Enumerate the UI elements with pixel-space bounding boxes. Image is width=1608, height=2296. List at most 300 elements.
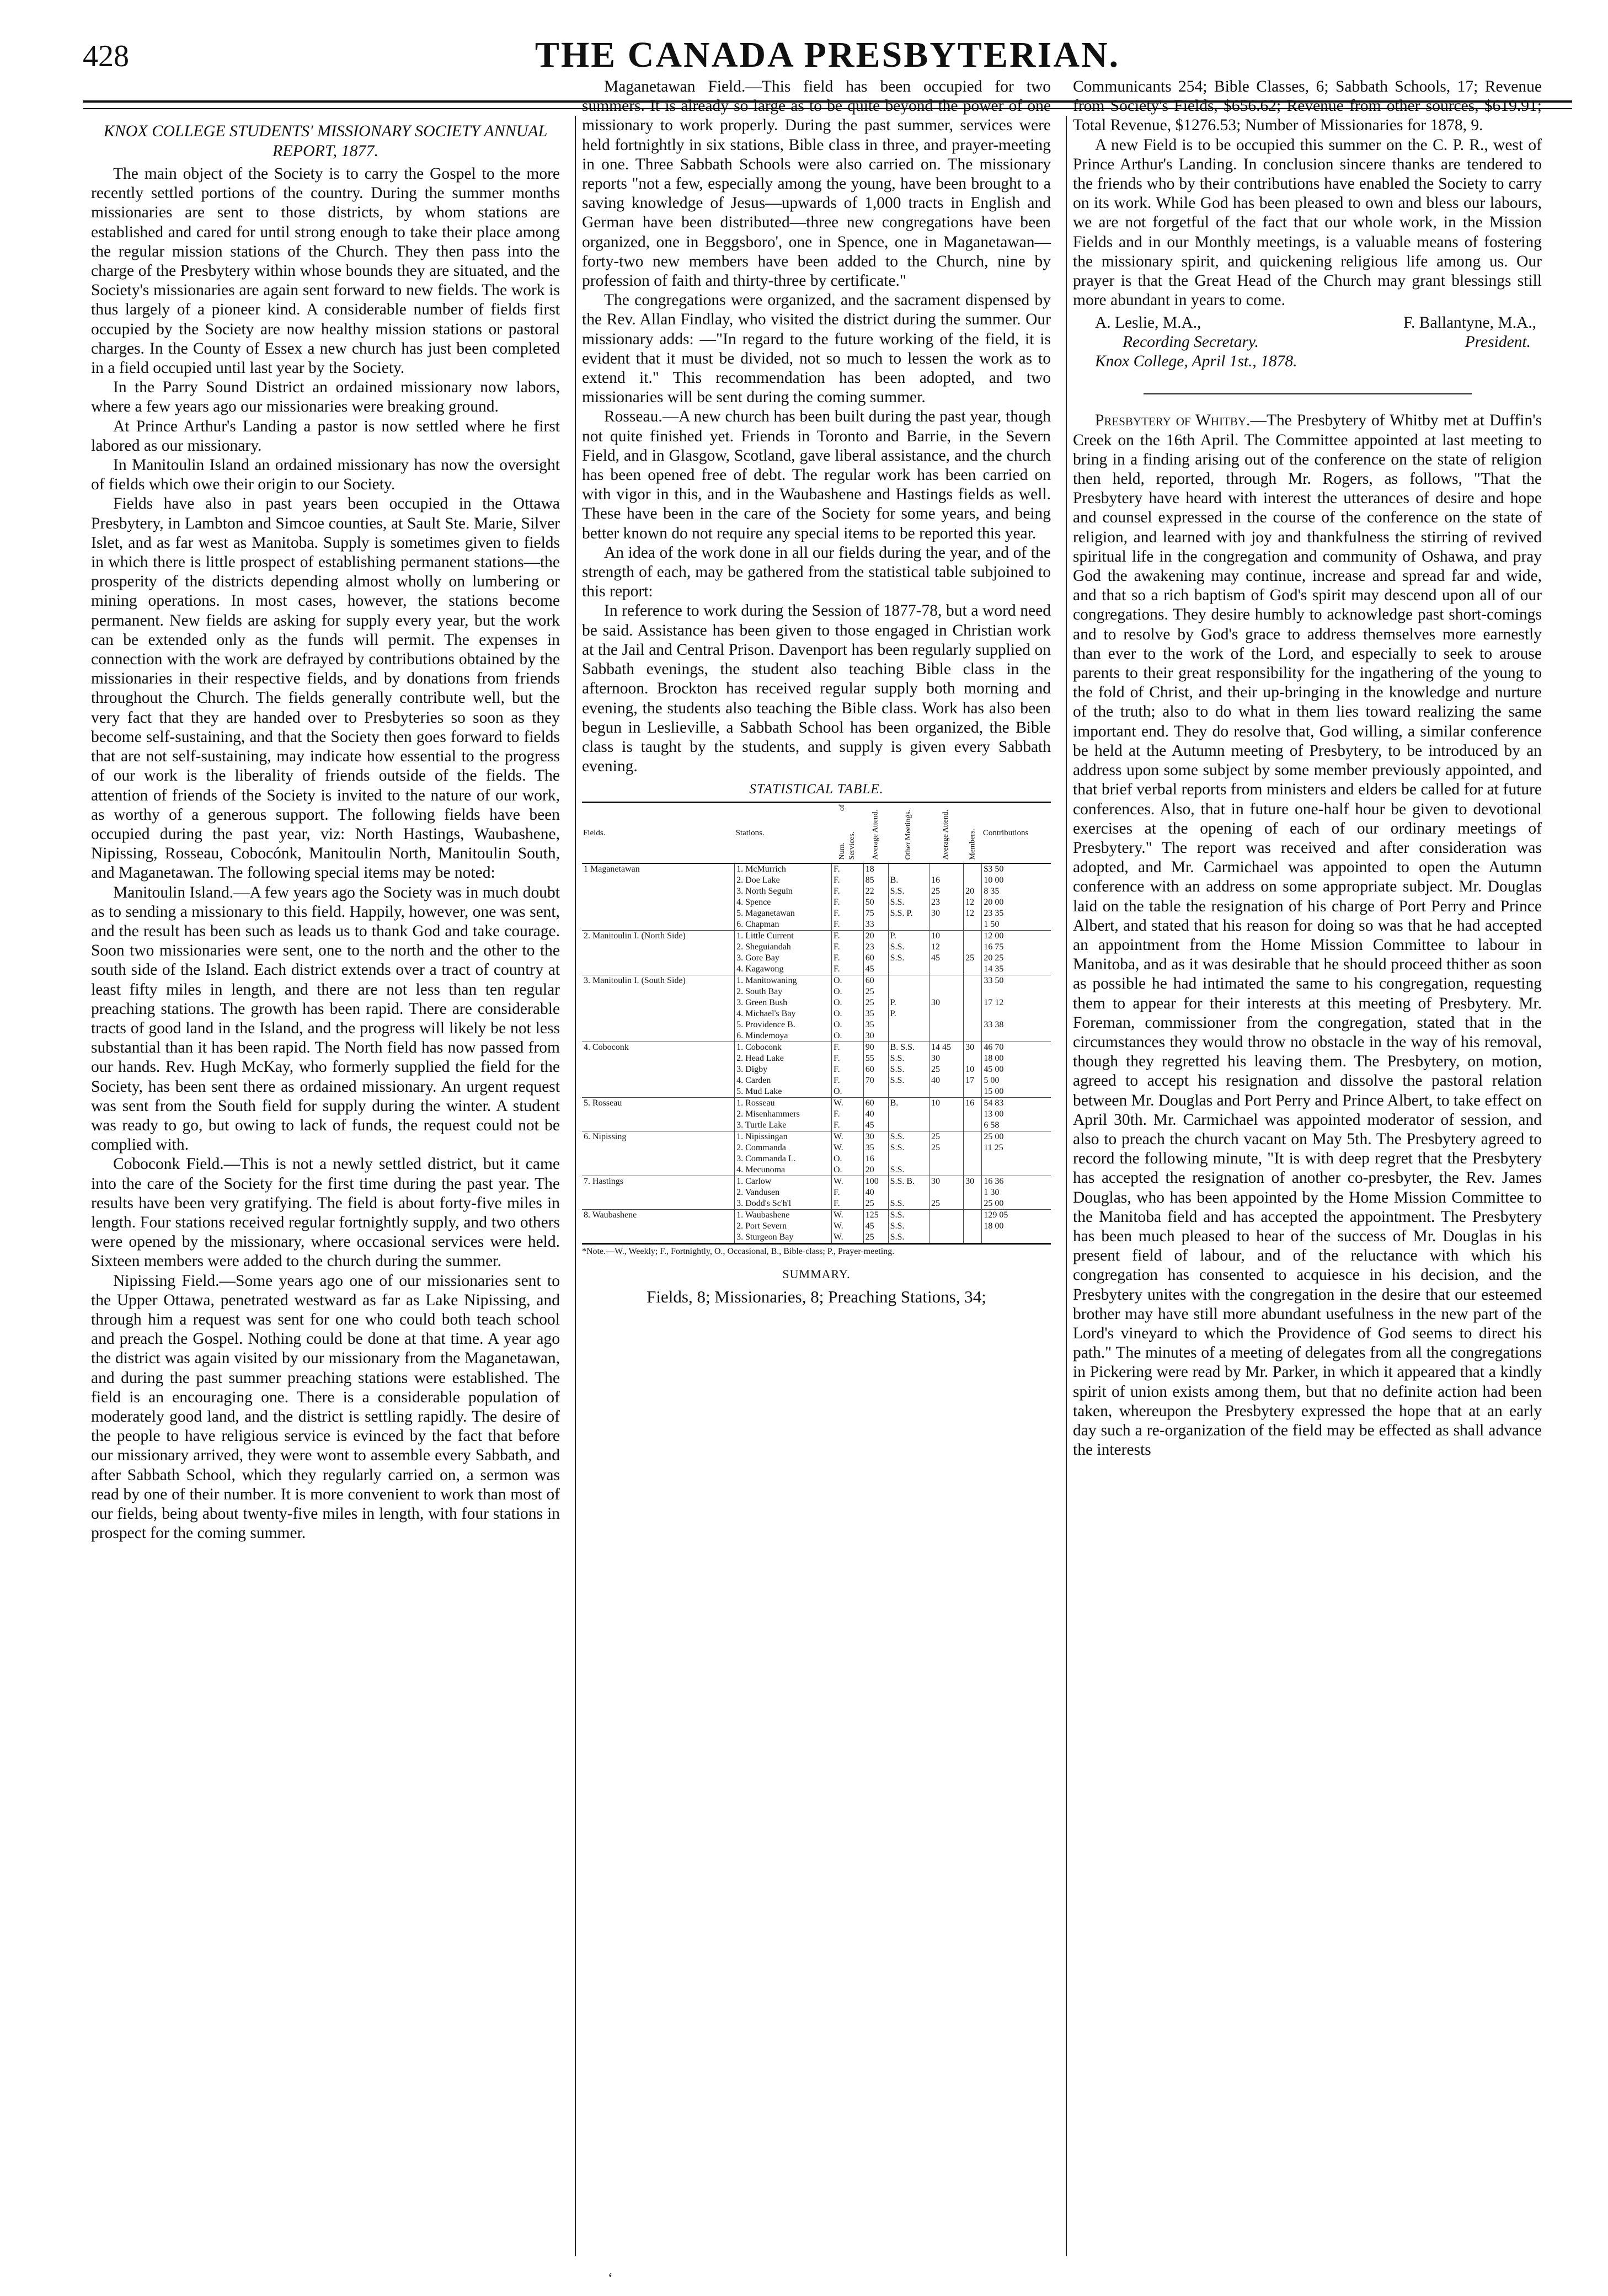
table-cell: 4. Spence	[735, 897, 832, 908]
table-cell: 2. Commanda	[735, 1142, 832, 1154]
table-cell	[929, 964, 963, 975]
table-row	[582, 975, 1051, 986]
table-cell	[582, 1187, 735, 1198]
table-cell: S.S.	[888, 1064, 929, 1075]
table-cell: W.	[831, 1097, 863, 1109]
table-cell	[964, 1131, 982, 1142]
table-cell: F.	[831, 908, 863, 919]
table-cell	[964, 919, 982, 931]
table-cell: 125	[863, 1209, 888, 1221]
table-cell: 25	[863, 986, 888, 997]
table-cell	[582, 1086, 735, 1098]
page-mark: ‘	[608, 2270, 613, 2286]
table-cell: F.	[831, 1042, 863, 1053]
table-cell: S.S.	[888, 1142, 929, 1154]
table-header: Fields.	[582, 802, 735, 863]
table-cell	[964, 1209, 982, 1221]
table-cell	[929, 1232, 963, 1244]
table-row	[582, 897, 1051, 908]
table-cell: 2. Port Severn	[735, 1221, 832, 1232]
table-cell: 1. Coboconk	[735, 1042, 832, 1053]
article-continuation: Communicants 254; Bible Classes, 6; Sabbath Schools, 17; Revenue from Society's Fields, $656.62; Revenue from other sources, $619.91; Total Revenue, $1276.53; Number of Missionaries for 1878, 9.	[1073, 78, 1542, 135]
table-cell: P.	[888, 997, 929, 1008]
table-cell	[964, 1053, 982, 1064]
table-cell: 75	[863, 908, 888, 919]
table-cell	[929, 1221, 963, 1232]
table-row	[582, 1030, 1051, 1042]
table-cell	[929, 1187, 963, 1198]
table-row	[582, 1142, 1051, 1154]
table-cell	[888, 1120, 929, 1131]
article-paragraph: The congregations were organized, and the sacrament dispensed by the Rev. Allan Findlay, who visited the district during the summer. Our missionary adds: —"In regard to the future working of the field, it is evident that it must be divided, not so much to lessen the work as to extend it." This recommendation has been adopted, and two missionaries will be sent during the coming summer.	[582, 291, 1051, 407]
table-cell: 45	[863, 1120, 888, 1131]
table-cell: F.	[831, 1120, 863, 1131]
table-cell: S.S.	[888, 1131, 929, 1142]
table-cell: 4. Kagawong	[735, 964, 832, 975]
table-cell	[964, 875, 982, 886]
signature-block	[1073, 313, 1542, 371]
table-cell: 2. Sheguiandah	[735, 942, 832, 953]
table-header: Num. of Services.	[831, 802, 863, 863]
table-row	[582, 1086, 1051, 1098]
table-cell: 6. Mindemoya	[735, 1030, 832, 1042]
article-paragraph: In reference to work during the Session of 1877-78, but a word need be said. Assistance has been given to those engaged in Christian work at the Jail and Central Prison. Davenport has been regularly supplied on Sabbath evenings, the student also teaching Bible class in the afternoon. Brockton has received regular supply both morning and evening, the students also teaching the Bible class. Work has also been begun in Leslieville, a Sabbath School has been organized, the Bible class is taught by the students, and supply is given every Sabbath evening.	[582, 602, 1051, 776]
table-row	[582, 953, 1051, 964]
table-cell: 4. Coboconk	[582, 1042, 735, 1053]
table-cell: F.	[831, 886, 863, 897]
table-cell	[582, 1053, 735, 1064]
table-cell: S.S.	[888, 1221, 929, 1232]
table-cell: 16	[929, 875, 963, 886]
table-cell	[929, 986, 963, 997]
signer-left-role: Recording Secretary.	[1123, 333, 1259, 351]
table-cell: 18	[863, 863, 888, 875]
table-cell: 11 25	[982, 1142, 1051, 1154]
table-row	[582, 1209, 1051, 1221]
table-cell: F.	[831, 1109, 863, 1120]
table-cell: S.S.	[888, 897, 929, 908]
table-cell: 1. Little Current	[735, 930, 832, 942]
article-paragraph: At Prince Arthur's Landing a pastor is now settled where he first labored as our missionary.	[91, 417, 560, 455]
table-cell	[964, 1154, 982, 1165]
table-cell	[582, 1008, 735, 1019]
table-cell	[982, 986, 1051, 997]
table-row	[582, 942, 1051, 953]
table-header: Other Meetings.	[888, 802, 929, 863]
table-cell: 30	[929, 908, 963, 919]
table-row	[582, 875, 1051, 886]
table-cell	[964, 1109, 982, 1120]
table-cell: 4. Carden	[735, 1075, 832, 1086]
column-2	[582, 77, 1051, 1306]
table-cell	[888, 1030, 929, 1042]
table-cell: 100	[863, 1176, 888, 1187]
table-cell: 23	[929, 897, 963, 908]
table-cell	[582, 1075, 735, 1086]
table-cell: 45	[929, 953, 963, 964]
table-cell: 5. Maganetawan	[735, 908, 832, 919]
table-cell: 1. Manitowaning	[735, 975, 832, 986]
table-cell: F.	[831, 1053, 863, 1064]
signer-left: A. Leslie, M.A.,	[1095, 314, 1201, 332]
table-cell	[964, 930, 982, 942]
table-header: Average Attend.	[863, 802, 888, 863]
table-cell: F.	[831, 964, 863, 975]
table-cell: 30	[929, 1053, 963, 1064]
table-cell: W.	[831, 1232, 863, 1244]
table-cell: 3. Sturgeon Bay	[735, 1232, 832, 1244]
article-paragraph: In the Parry Sound District an ordained missionary now labors, where a few years ago our missionaries were breaking ground.	[91, 378, 560, 416]
table-cell: 1 Maganetawan	[582, 863, 735, 875]
table-cell: 33	[863, 919, 888, 931]
table-cell: O.	[831, 986, 863, 997]
table-cell: O.	[831, 975, 863, 986]
table-cell: 5. Rosseau	[582, 1097, 735, 1109]
table-cell: 12 00	[982, 930, 1051, 942]
table-cell	[964, 863, 982, 875]
table-row	[582, 908, 1051, 919]
section-rule	[1144, 393, 1472, 394]
table-cell	[982, 1154, 1051, 1165]
table-cell: 60	[863, 975, 888, 986]
table-cell: $3 50	[982, 863, 1051, 875]
article-paragraph: Coboconk Field.—This is not a newly settled district, but it came into the care of the Society for the first time during the past year. The results have been very gratifying. The field is about forty-five miles in length. Four stations received regular fortnightly supply, and two others were opened by the missionary, where occasional services were held. Sixteen members were added to the church during the summer.	[91, 1155, 560, 1270]
table-row	[582, 1075, 1051, 1086]
table-row	[582, 1232, 1051, 1244]
table-cell: 46 70	[982, 1042, 1051, 1053]
table-cell	[982, 1165, 1051, 1176]
table-cell	[863, 1086, 888, 1098]
column-3	[1073, 77, 1542, 1460]
table-cell: 22	[863, 886, 888, 897]
table-cell: O.	[831, 997, 863, 1008]
table-cell: F.	[831, 1198, 863, 1210]
table-cell	[929, 1030, 963, 1042]
table-row	[582, 1064, 1051, 1075]
table-cell: 23	[863, 942, 888, 953]
table-cell	[888, 863, 929, 875]
table-cell: F.	[831, 1064, 863, 1075]
table-cell: 15 00	[982, 1086, 1051, 1098]
table-cell: F.	[831, 863, 863, 875]
table-cell: 2. Misenhammers	[735, 1109, 832, 1120]
table-cell	[929, 975, 963, 986]
column-1	[91, 121, 560, 1543]
table-cell	[964, 1086, 982, 1098]
table-cell: B. S.S.	[888, 1042, 929, 1053]
table-cell: 3. Green Bush	[735, 997, 832, 1008]
table-cell: 25	[929, 886, 963, 897]
table-cell: 5. Mud Lake	[735, 1086, 832, 1098]
table-cell: O.	[831, 1030, 863, 1042]
table-cell: 3. Manitoulin I. (South Side)	[582, 975, 735, 986]
table-cell: 1. Nipissingan	[735, 1131, 832, 1142]
table-cell	[582, 1154, 735, 1165]
table-cell	[582, 1019, 735, 1030]
table-cell: 45	[863, 1221, 888, 1232]
table-cell	[582, 1165, 735, 1176]
table-cell: B.	[888, 875, 929, 886]
table-cell: F.	[831, 942, 863, 953]
table-cell	[929, 863, 963, 875]
table-cell: 1. Carlow	[735, 1176, 832, 1187]
table-cell: 12	[964, 908, 982, 919]
table-cell: 25 00	[982, 1131, 1051, 1142]
table-cell: S.S.	[888, 886, 929, 897]
table-cell: F.	[831, 875, 863, 886]
table-cell: W.	[831, 1209, 863, 1221]
article-paragraph: The main object of the Society is to carry the Gospel to the more recently settled portions of the country. During the summer months missionaries are sent to those districts, by whom stations are established and cared for until strong enough to take their place among the regular mission stations of the Church. They then pass into the charge of the Presbytery within whose bounds they are situated, and the Society's missionaries are again sent forward to new fields. The work is thus largely of a pioneer kind. A considerable number of fields first occupied by the Society are now healthy mission stations or pastoral charges. In the County of Essex a new church has just been completed in a field occupied until last year by the Society.	[91, 165, 560, 377]
table-cell: 1. McMurrich	[735, 863, 832, 875]
table-cell: 45 00	[982, 1064, 1051, 1075]
table-cell: 7. Hastings	[582, 1176, 735, 1187]
table-cell: 25	[929, 1142, 963, 1154]
table-cell: F.	[831, 897, 863, 908]
table-row	[582, 997, 1051, 1008]
table-row	[582, 964, 1051, 975]
article-paragraph: Manitoulin Island.—A few years ago the Society was in much doubt as to sending a missionary to this field. Happily, however, one was sent, and the result has been such as leads us to thank God and take courage. Soon two missionaries were sent, one to the north and the other to the south side of the Island. Each district extends over a tract of country at least fifty miles in length, and there are not less than ten regular preaching stations. The growth has been rapid. There are considerable tracts of good land in the Island, and the progress will likely be not less substantial than it has been rapid. The North field has now passed from our hands. Rev. Hugh McKay, who formerly supplied the field for the Society, has been sent there as ordained missionary. An urgent request was sent from the South field for supply during the winter. A student was ready to go, but owing to lack of funds, the request could not be complied with.	[91, 883, 560, 1154]
table-row	[582, 1120, 1051, 1131]
table-cell: 8 35	[982, 886, 1051, 897]
table-cell: 1. Waubashene	[735, 1209, 832, 1221]
article-paragraph: Fields have also in past years been occupied in the Ottawa Presbytery, in Lambton and Simcoe counties, at Sault Ste. Marie, Silver Islet, and as far west as Manitoba. Supply is sometimes given to fields in which there is little prospect of establishing permanent stations—the prosperity of the districts depending almost wholly on lumbering or mining operations. In most cases, however, the stations become permanent. New fields are asking for supply every year, but the work can be extended only as the funds will permit. The expenses in connection with the work are defrayed by contributions obtained by the missionaries in their respective fields, and by donations from friends throughout the Church. The fields generally contribute well, but the very fact that they are handed over to Presbyteries so soon as they become self-sustaining, and that the Society then goes forward to fields that are not self-sustaining, may indicate how essential to the progress of our work is the liberality of friends outside of the fields. The attention of friends of the Society is invited to the nature of our work, as worthy of a generous support. The following fields have been occupied during the past year, viz: North Hastings, Waubashene, Nipissing, Rosseau, Cobocónk, Manitoulin North, Manitoulin South, and Maganetawan. The following special items may be noted:	[91, 495, 560, 882]
table-cell	[888, 1154, 929, 1165]
table-cell: F.	[831, 1075, 863, 1086]
table-cell: 25	[863, 997, 888, 1008]
table-cell	[582, 1142, 735, 1154]
table-cell	[582, 1064, 735, 1075]
table-cell	[982, 1030, 1051, 1042]
table-cell: 30	[929, 997, 963, 1008]
table-cell: P.	[888, 1008, 929, 1019]
table-row	[582, 1131, 1051, 1142]
table-cell: F.	[831, 953, 863, 964]
table-cell: 17 12	[982, 997, 1051, 1008]
table-cell	[582, 919, 735, 931]
table-row	[582, 1019, 1051, 1030]
table-cell: S.S. P.	[888, 908, 929, 919]
table-cell: 3. Commanda L.	[735, 1154, 832, 1165]
table-cell	[964, 942, 982, 953]
table-cell: 3. Dodd's Sc'h'l	[735, 1198, 832, 1210]
table-cell	[982, 1008, 1051, 1019]
table-cell: O.	[831, 1165, 863, 1176]
table-cell: 16 75	[982, 942, 1051, 953]
table-cell: O.	[831, 1086, 863, 1098]
table-cell: 40	[863, 1187, 888, 1198]
table-cell: 5 00	[982, 1075, 1051, 1086]
table-cell: 12	[964, 897, 982, 908]
table-row	[582, 1198, 1051, 1210]
table-cell: F.	[831, 919, 863, 931]
table-cell: 54 83	[982, 1097, 1051, 1109]
table-cell	[964, 1198, 982, 1210]
table-cell: B.	[888, 1097, 929, 1109]
article-paragraph: Nipissing Field.—Some years ago one of our missionaries sent to the Upper Ottawa, penetrated westward as far as Lake Nipissing, and through him a request was sent for one who could both teach school and preach the Gospel. Nothing could be done at that time. A year ago the district was again visited by our missionary from the Maganetawan, and during the past summer preaching stations were established. The field is an encouraging one. There is a considerable population of moderately good land, and the district is settling rapidly. The desire of the people to have religious service is evinced by the fact that before our missionary arrived, they were wont to assemble every Sabbath, and after Sabbath School, which they regularly carried on, a sermon was read by one of their number. It is more convenient to work than most of our fields, being about twenty-five miles in length, with four stations in prospect for the coming summer.	[91, 1272, 560, 1542]
table-cell: 33 50	[982, 975, 1051, 986]
table-cell: 25	[929, 1198, 963, 1210]
table-cell: 35	[863, 1008, 888, 1019]
table-cell: 12	[929, 942, 963, 953]
table-row	[582, 1053, 1051, 1064]
table-cell: 50	[863, 897, 888, 908]
table-cell: 10	[929, 930, 963, 942]
article-heading: KNOX COLLEGE STUDENTS' MISSIONARY SOCIETY ANNUAL REPORT, 1877.	[103, 122, 548, 160]
table-cell: S.S.	[888, 1232, 929, 1244]
table-cell: S.S.	[888, 1053, 929, 1064]
table-cell: 20	[863, 930, 888, 942]
table-row	[582, 1109, 1051, 1120]
table-cell: W.	[831, 1176, 863, 1187]
table-cell: 6. Chapman	[735, 919, 832, 931]
table-cell: P.	[888, 930, 929, 942]
table-cell	[582, 964, 735, 975]
table-cell: 20	[863, 1165, 888, 1176]
table-cell: 17	[964, 1075, 982, 1086]
table-cell: 40	[863, 1109, 888, 1120]
table-cell: 1 50	[982, 919, 1051, 931]
table-header: Members.	[964, 802, 982, 863]
table-cell: 25 00	[982, 1198, 1051, 1210]
table-cell: 2. Head Lake	[735, 1053, 832, 1064]
table-cell	[582, 953, 735, 964]
table-cell: 25	[929, 1064, 963, 1075]
article-paragraph: Maganetawan Field.—This field has been occupied for two summers. It is already so large as to be quite beyond the power of one missionary to work properly. During the past summer, services were held fortnightly in six stations, Bible class in three, and prayer-meeting in one. Three Sabbath Schools were also carried on. The missionary reports "not a few, especially among the young, have been brought to a saving knowledge of Jesus—upwards of 1,000 tracts in English and German have been distributed—three new congregations have been organized, one in Beggsboro', one in Spence, one in Maganetawan—forty-two new members have been added to the Church, nine by profession of faith and thirty-three by certificate."	[582, 78, 1051, 290]
table-row	[582, 1042, 1051, 1053]
table-cell: O.	[831, 1154, 863, 1165]
table-cell: 2. Manitoulin I. (North Side)	[582, 930, 735, 942]
table-cell: 3. Turtle Lake	[735, 1120, 832, 1131]
table-cell	[964, 975, 982, 986]
signer-right-role: President.	[1465, 333, 1531, 351]
table-cell	[888, 1109, 929, 1120]
table-row	[582, 1221, 1051, 1232]
table-cell	[929, 1165, 963, 1176]
table-header: Average Attend.	[929, 802, 963, 863]
article-continuation: A new Field is to be occupied this summer on the C. P. R., west of Prince Arthur's Landing. In conclusion sincere thanks are tendered to the friends who by their contributions have enabled the Society to carry on its work. While God has been pleased to own and bless our labours, we are not forgetful of the fact that our whole work, in the Mission Fields and in our Monthly meetings, is a valuable means of fostering the missionary spirit, and quickening religious life among us. Our prayer is that the Great Head of the Church may grant blessings still more abundant in years to come.	[1073, 136, 1542, 309]
table-cell: 70	[863, 1075, 888, 1086]
column-divider	[575, 116, 576, 2256]
table-cell: S.S.	[888, 953, 929, 964]
table-cell: 20	[964, 886, 982, 897]
table-cell: 3. Digby	[735, 1064, 832, 1075]
table-cell: W.	[831, 1142, 863, 1154]
table-cell: 25	[863, 1232, 888, 1244]
table-cell: 30	[964, 1042, 982, 1053]
table-row	[582, 886, 1051, 897]
table-cell: 18 00	[982, 1221, 1051, 1232]
table-cell	[964, 1165, 982, 1176]
table-cell	[929, 919, 963, 931]
table-cell: 85	[863, 875, 888, 886]
table-cell: 2. South Bay	[735, 986, 832, 997]
table-cell: 2. Doe Lake	[735, 875, 832, 886]
table-cell: S.S.	[888, 1165, 929, 1176]
table-cell: 16	[863, 1154, 888, 1165]
table-cell: 25	[929, 1131, 963, 1142]
table-cell: 30	[863, 1030, 888, 1042]
table-cell: 20 25	[982, 953, 1051, 964]
table-row	[582, 863, 1051, 875]
table-cell: S.S. B.	[888, 1176, 929, 1187]
table-cell	[929, 1120, 963, 1131]
table-cell	[582, 1120, 735, 1131]
table-cell: 45	[863, 964, 888, 975]
table-row	[582, 1008, 1051, 1019]
table-cell	[964, 1142, 982, 1154]
table-row	[582, 919, 1051, 931]
table-note: *Note.—W., Weekly; F., Fortnightly, O., Occasional, B., Bible-class; P., Prayer-meeting.	[582, 1246, 895, 1256]
table-cell	[964, 1120, 982, 1131]
article-paragraph: Rosseau.—A new church has been built during the past year, though not quite finished yet. Friends in Toronto and Barrie, in the Severn Field, and in Glasgow, Scotland, gave liberal assistance, and the church has been opened free of debt. The regular work has been carried on with vigor in this, and in the Waubashene and Hastings fields as well. These have been in the care of the Society for some years, and being better known do not require any special items to be reported this year.	[582, 408, 1051, 542]
table-row	[582, 1165, 1051, 1176]
table-cell: 13 00	[982, 1109, 1051, 1120]
table-cell	[888, 1019, 929, 1030]
article-paragraph: In Manitoulin Island an ordained missionary has now the oversight of fields which owe their origin to our Society.	[91, 456, 560, 494]
table-cell: 6. Nipissing	[582, 1131, 735, 1142]
table-cell: 55	[863, 1053, 888, 1064]
table-cell: 33 38	[982, 1019, 1051, 1030]
summary-line: Fields, 8; Missionaries, 8; Preaching Stations, 34;	[647, 1286, 986, 1306]
table-cell	[888, 986, 929, 997]
table-cell: 2. Vandusen	[735, 1187, 832, 1198]
table-cell	[929, 1019, 963, 1030]
table-cell: 5. Providence B.	[735, 1019, 832, 1030]
table-cell	[964, 997, 982, 1008]
table-cell	[888, 1086, 929, 1098]
table-cell	[582, 986, 735, 997]
table-cell: 3. Gore Bay	[735, 953, 832, 964]
table-cell	[582, 942, 735, 953]
table-cell: 14 35	[982, 964, 1051, 975]
table-cell	[964, 1030, 982, 1042]
table-cell: 20 00	[982, 897, 1051, 908]
table-cell	[582, 875, 735, 886]
table-cell	[582, 1232, 735, 1244]
table-cell: 35	[863, 1142, 888, 1154]
table-header: Stations.	[735, 802, 832, 863]
table-row	[582, 930, 1051, 942]
whitby-lead: Presbytery of Whitby.	[1095, 412, 1251, 430]
table-cell: W.	[831, 1221, 863, 1232]
table-cell	[964, 1019, 982, 1030]
table-cell: 35	[863, 1019, 888, 1030]
newspaper-title: THE CANADA PRESBYTERIAN.	[535, 35, 1120, 75]
table-cell: W.	[831, 1131, 863, 1142]
table-header: Contributions	[982, 802, 1051, 863]
table-cell: 10 00	[982, 875, 1051, 886]
table-row	[582, 986, 1051, 997]
table-cell: 3. North Seguin	[735, 886, 832, 897]
table-cell: S.S.	[888, 1075, 929, 1086]
table-cell: 10	[929, 1097, 963, 1109]
table-cell	[582, 1221, 735, 1232]
table-cell	[582, 1198, 735, 1210]
signature-date: Knox College, April 1st., 1878.	[1095, 353, 1297, 371]
table-cell	[964, 1008, 982, 1019]
table-cell: 8. Waubashene	[582, 1209, 735, 1221]
table-cell: 30	[964, 1176, 982, 1187]
table-cell: S.S.	[888, 1209, 929, 1221]
table-cell	[582, 1030, 735, 1042]
table-cell	[982, 1232, 1051, 1244]
article-paragraph: An idea of the work done in all our fields during the year, and of the strength of each, may be gathered from the statistical table subjoined to this report:	[582, 543, 1051, 601]
table-cell: 60	[863, 1097, 888, 1109]
table-cell	[964, 986, 982, 997]
table-cell	[964, 964, 982, 975]
table-cell: 25	[964, 953, 982, 964]
table-cell	[582, 886, 735, 897]
